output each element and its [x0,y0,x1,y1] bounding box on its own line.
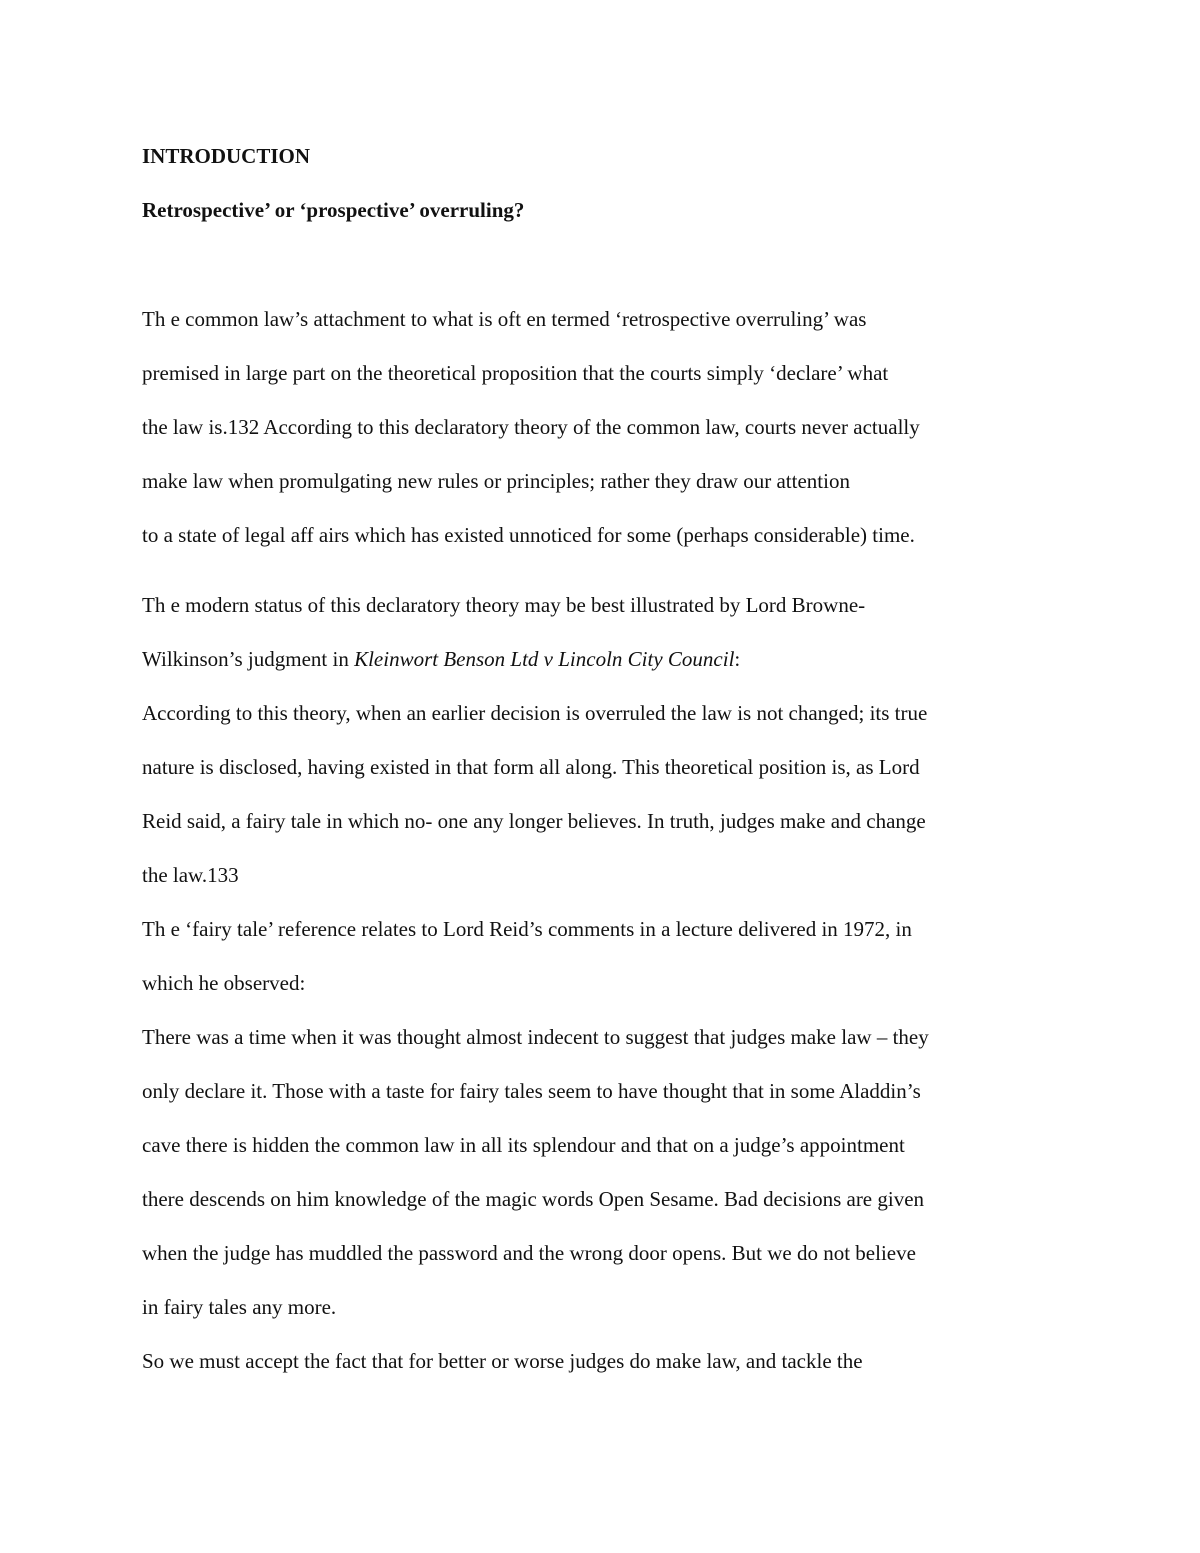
text-line: make law when promulgating new rules or principles; rather they draw our attention [142,469,850,493]
text-line: Th e ‘fairy tale’ reference relates to Lord Reid’s comments in a lecture delivered in 1972, in [142,917,912,941]
case-name: Kleinwort Benson Ltd v Lincoln City Council [354,647,735,671]
subheading: Retrospective’ or ‘prospective’ overruling? [142,198,525,222]
text-line: premised in large part on the theoretical proposition that the courts simply ‘declare’ what [142,361,889,385]
text-line: which he observed: [142,971,306,995]
heading: INTRODUCTION [142,144,311,168]
case-citation-line [142,646,740,672]
quote-line: cave there is hidden the common law in all its splendour and that on a judge’s appointment [142,1133,905,1157]
quote-line: when the judge has muddled the password and the wrong door opens. But we do not believe [142,1241,916,1265]
case-line-before: Wilkinson’s judgment in [142,647,355,671]
text-line: to a state of legal aff airs which has existed unnoticed for some (perhaps considerable) time. [142,523,915,547]
text-line: Th e common law’s attachment to what is oft en termed ‘retrospective overruling’ was [142,307,867,331]
quote-line: According to this theory, when an earlier decision is overruled the law is not changed; its true [142,701,928,725]
quote-line: There was a time when it was thought almost indecent to suggest that judges make law – they [142,1025,929,1049]
quote-line: in fairy tales any more. [142,1295,337,1319]
case-line-after: : [734,647,741,671]
quote-line: only declare it. Those with a taste for fairy tales seem to have thought that in some Aladdin’s [142,1079,921,1103]
text-line: Th e modern status of this declaratory theory may be best illustrated by Lord Browne- [142,593,866,617]
quote-line: the law.133 [142,863,239,887]
quote-line: nature is disclosed, having existed in that form all along. This theoretical position is, as Lord [142,755,920,779]
text-line: the law is.132 According to this declaratory theory of the common law, courts never actually [142,415,920,439]
quote-line: So we must accept the fact that for better or worse judges do make law, and tackle the [142,1349,863,1373]
quote-line: there descends on him knowledge of the magic words Open Sesame. Bad decisions are given [142,1187,925,1211]
quote-line: Reid said, a fairy tale in which no- one any longer believes. In truth, judges make and change [142,809,926,833]
